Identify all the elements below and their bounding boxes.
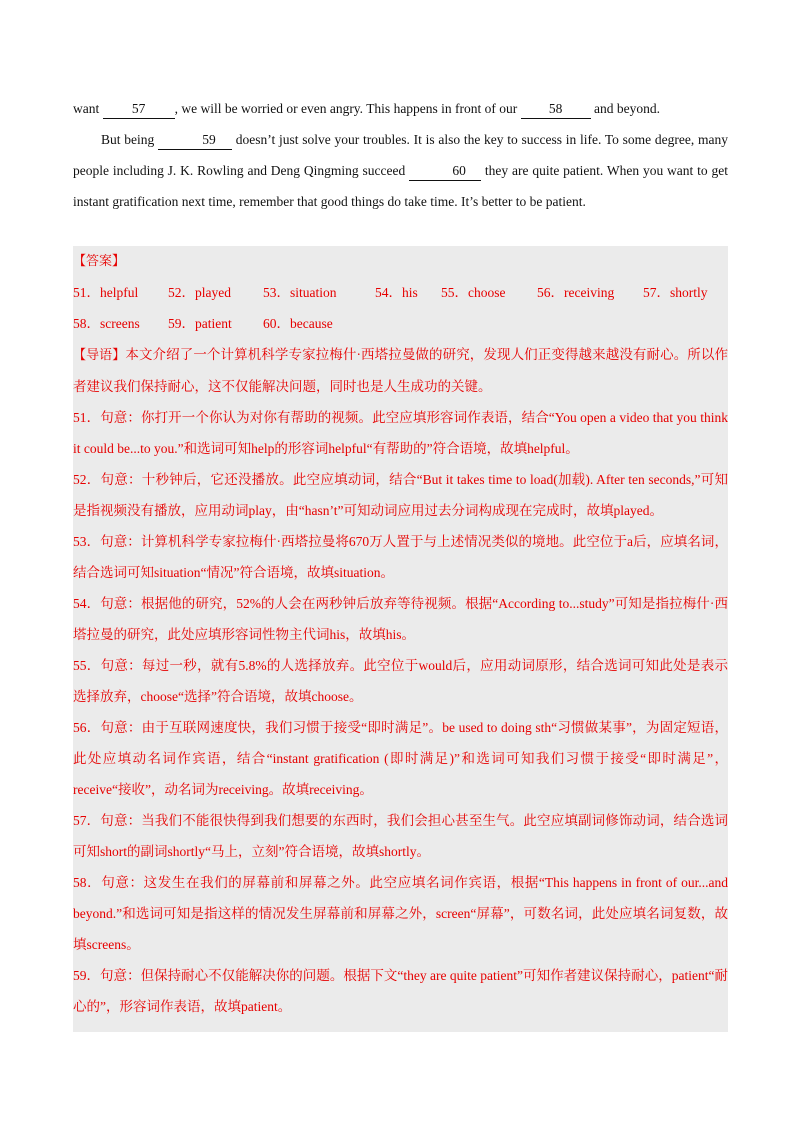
blank-57: 57 [103,100,175,119]
answer-item: 60．because [263,316,333,331]
explanation-51: 51．句意：你打开一个你认为对你有帮助的视频。此空应填形容词作表语，结合“You open a video that you think it could be...to you.”和选词可知help的形容词helpful“有帮助的”符合语境，故填helpful。 [73,410,728,456]
answer-item: 55．choose [441,285,506,300]
passage-text: doesn’t just solve your troubles. It is also the key to success in life. To some degree, many people including J. K. Rowling and Deng Qingming succeed [73,132,729,178]
explanation-55: 55．句意：每过一秒，就有5.8%的人选择放弃。此空位于would后，应用动词原形，结合选词可知此处是表示选择放弃，choose“选择”符合语境，故填choose。 [73,658,728,704]
guide-label: 【导语】 [73,348,126,363]
explanation-57: 57．句意：当我们不能很快得到我们想要的东西时，我们会担心甚至生气。此空应填副词修饰动词，结合选词可知short的副词shortly“马上，立刻”符合语境，故填shortly。 [73,813,728,859]
passage-text: and beyond. [590,101,661,116]
answer-item: 58．screens [73,316,140,331]
passage-text: they are quite patient. When you want to get instant gratification next time, remember that good things do take time. It’s better to be patient. [73,163,728,209]
answer-label: 【答案】 [73,254,126,269]
answer-item: 56．receiving [537,285,615,300]
guide-text: 本文介绍了一个计算机科学专家拉梅什·西塔拉曼做的研究，发现人们正变得越来越没有耐心。所以作者建议我们保持耐心，这不仅能解决问题，同时也是人生成功的关键。 [73,347,728,394]
answer-item: 59．patient [168,316,232,331]
passage-paragraph-2 [73,124,728,217]
explanation-58: 58．句意：这发生在我们的屏幕前和屏幕之外。此空应填名词作宾语，根据“This happens in front of our...and beyond.”和选词可知是指这样的情况发生屏幕前和屏幕之外，screen“屏幕”，可数名词，此处应填名词复数，故填screens。 [73,875,728,952]
answer-row-2 [73,308,728,339]
explanation-54: 54．句意：根据他的研究，52%的人会在两秒钟后放弃等待视频。根据“According to...study”可知是指拉梅什·西塔拉曼的研究，此处应填形容词性物主代词his，故填his。 [73,596,728,642]
explanation-59: 59．句意：但保持耐心不仅能解决你的问题。根据下文“they are quite patient”可知作者建议保持耐心，patient“耐心的”，形容词作表语，故填patient。 [73,968,728,1014]
passage-text: want [73,101,103,116]
explanation-52: 52．句意：十秒钟后，它还没播放。此空应填动词，结合“But it takes time to load(加载). After ten seconds,”可知是指视频没有播放，应用动词play，由“hasn’t”可知动词应用过去分词构成现在完成时，故填played。 [73,472,728,518]
explanation-56: 56．句意：由于互联网速度快，我们习惯于接受“即时满足”。be used to doing sth“习惯做某事”，为固定短语，此处应填动名词作宾语，结合“instant gratification (即时满足)”和选词可知我们习惯于接受“即时满足”，receive“接收”，动名词为receiving。故填receiving。 [73,720,728,797]
answer-row-1 [73,277,728,308]
blank-58: 58 [521,100,591,119]
answer-item: 52．played [168,285,231,300]
answer-item: 57．shortly [643,285,708,300]
blank-59: 59 [158,131,232,150]
answer-item: 53．situation [263,285,337,300]
explanation-53: 53．句意：计算机科学专家拉梅什·西塔拉曼将670万人置于与上述情况类似的境地。此空位于a后，应填名词，结合选词可知situation“情况”符合语境，故填situation。 [73,534,728,580]
answer-section [73,246,728,1032]
passage-text: , we will be worried or even angry. This happens in front of our [174,101,521,116]
passage-paragraph-1 [73,93,728,124]
blank-60: 60 [409,162,481,181]
passage [73,93,728,217]
answer-item: 54．his [375,285,418,300]
guide-paragraph [73,339,728,402]
answer-item: 51．helpful [73,285,139,300]
passage-text: But being [101,132,158,147]
